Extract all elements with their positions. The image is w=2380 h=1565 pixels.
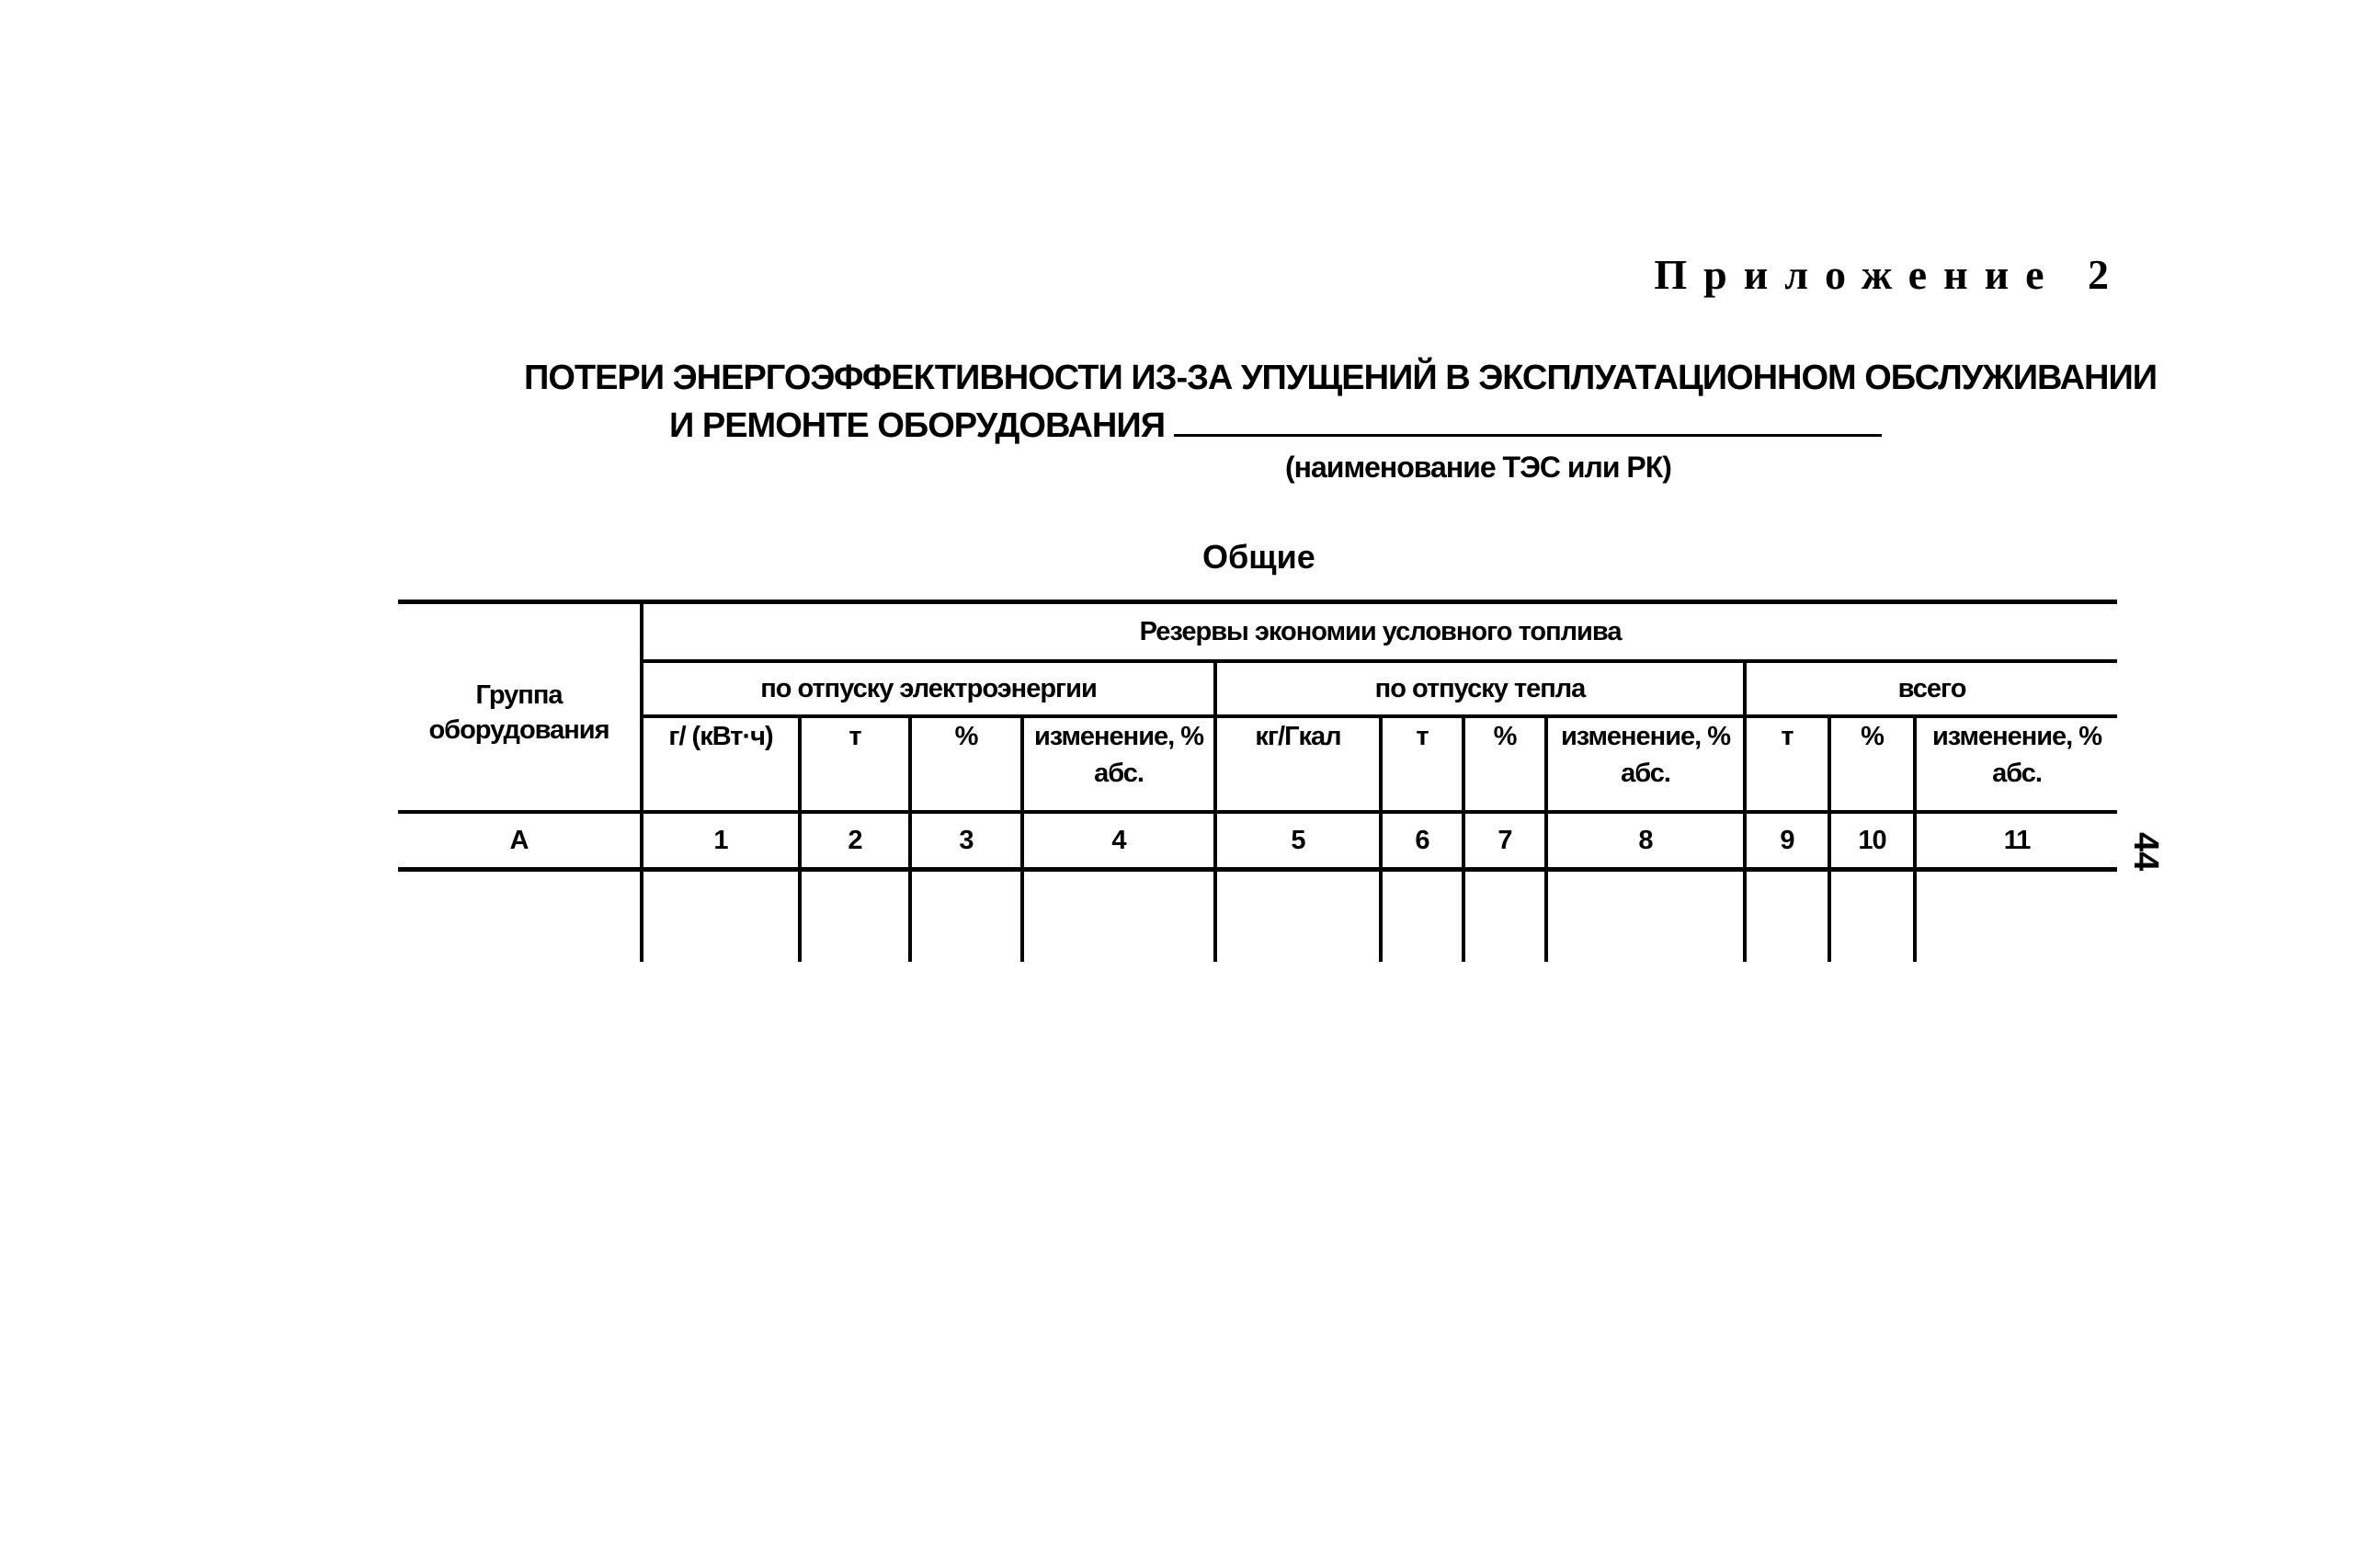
column-number: 1 xyxy=(642,812,800,870)
column-header: изменение, % абс. xyxy=(1022,716,1215,812)
column-header: % xyxy=(1829,716,1915,812)
column-header: % xyxy=(910,716,1022,812)
column-header: кг/Гкал xyxy=(1215,716,1381,812)
column-number: 11 xyxy=(1915,812,2117,870)
title-line-2: И РЕМОНТЕ ОБОРУДОВАНИЯ xyxy=(669,406,1166,445)
column-number: 4 xyxy=(1022,812,1215,870)
column-header: т xyxy=(1745,716,1829,812)
table-cell xyxy=(1745,870,1829,963)
title-line-2-wrap xyxy=(524,402,2157,450)
column-number: 6 xyxy=(1381,812,1463,870)
group-header: Группа оборудования xyxy=(398,602,642,813)
name-hint: (наименование ТЭС или РК) xyxy=(1285,451,1671,484)
section-electricity: по отпуску электроэнергии xyxy=(642,661,1215,716)
column-number: 8 xyxy=(1546,812,1745,870)
table-cell xyxy=(1381,870,1463,963)
column-header: т xyxy=(800,716,910,812)
table-cell xyxy=(1546,870,1745,963)
table-cell xyxy=(642,870,800,963)
fill-in-line xyxy=(1174,406,1882,437)
table-cell xyxy=(1915,870,2117,963)
column-header: изменение, % абс. xyxy=(1915,716,2117,812)
appendix-label: Приложение 2 xyxy=(1654,251,2125,298)
column-header: т xyxy=(1381,716,1463,812)
table-cell xyxy=(910,870,1022,963)
column-number: 10 xyxy=(1829,812,1915,870)
column-number: 2 xyxy=(800,812,910,870)
table-cell xyxy=(398,870,642,963)
reserves-table xyxy=(398,600,2117,962)
table-subtitle: Общие xyxy=(1202,538,1315,576)
column-header: г/ (кВт·ч) xyxy=(642,716,800,812)
reserves-header: Резервы экономии условного топлива xyxy=(642,602,2117,662)
column-number: 5 xyxy=(1215,812,1381,870)
column-header: изменение, % абс. xyxy=(1546,716,1745,812)
table-cell xyxy=(800,870,910,963)
column-header: % xyxy=(1463,716,1546,812)
column-number: 7 xyxy=(1463,812,1546,870)
document-title xyxy=(524,354,2157,450)
table-cell xyxy=(1829,870,1915,963)
page-number: 44 xyxy=(2126,832,2165,872)
column-number: 3 xyxy=(910,812,1022,870)
table-cell xyxy=(1022,870,1215,963)
title-line-1: ПОТЕРИ ЭНЕРГОЭФФЕКТИВНОСТИ ИЗ-ЗА УПУЩЕНИЙ В ЭКСПЛУАТАЦИОННОМ ОБСЛУЖИВАНИИ xyxy=(524,359,2158,397)
column-number: А xyxy=(398,812,642,870)
table-cell xyxy=(1215,870,1381,963)
section-total: всего xyxy=(1745,661,2117,716)
table-cell xyxy=(1463,870,1546,963)
column-number: 9 xyxy=(1745,812,1829,870)
section-heat: по отпуску тепла xyxy=(1215,661,1745,716)
